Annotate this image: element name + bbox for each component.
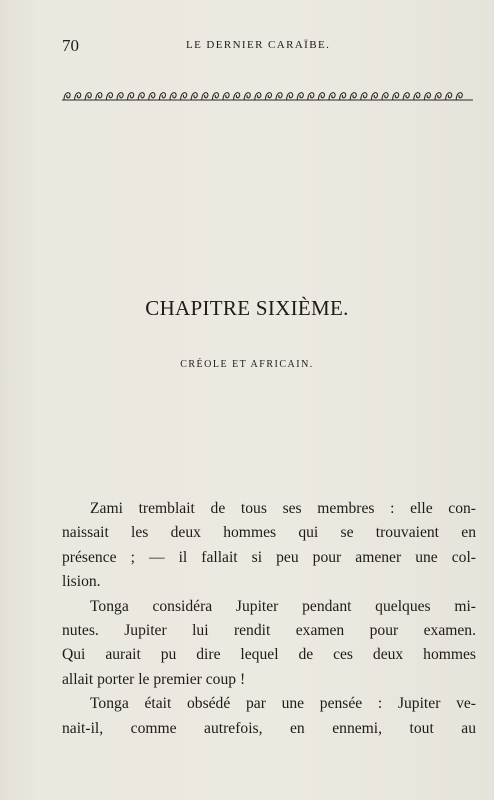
text-line: Tonga considéra Jupiter pendant quelques mi-	[90, 597, 476, 615]
ornamental-rule	[62, 89, 473, 103]
chapter-title: CHAPITRE SIXIÈME.	[145, 296, 349, 320]
text-line: naissait les deux hommes qui se trouvaient en	[62, 524, 476, 542]
text-line: lision.	[62, 573, 101, 591]
text-line: nait-il, comme autrefois, en ennemi, tout au	[62, 719, 476, 737]
text-line: nutes. Jupiter lui rendit examen pour examen.	[62, 622, 476, 640]
running-head: LE DERNIER CARAÏBE.	[186, 39, 331, 51]
text-line: présence ; — il fallait si peu pour amener une col-	[62, 548, 476, 566]
ornament-loops	[62, 93, 473, 100]
page-header	[62, 36, 474, 56]
paragraph	[62, 497, 476, 595]
text-line: Qui aurait pu dire lequel de ces deux hommes	[62, 646, 476, 664]
text-line: Zami tremblait de tous ses membres : elle con-	[90, 500, 476, 517]
text-line: allait porter le premier coup !	[62, 670, 246, 688]
text-line: Tonga était obsédé par une pensée : Jupiter ve-	[90, 695, 476, 713]
paragraph	[62, 595, 476, 693]
body-text	[62, 497, 476, 741]
chapter-subtitle: CRÉOLE ET AFRICAIN.	[180, 359, 314, 370]
paragraph	[62, 692, 476, 741]
page-number: 70	[62, 36, 79, 55]
